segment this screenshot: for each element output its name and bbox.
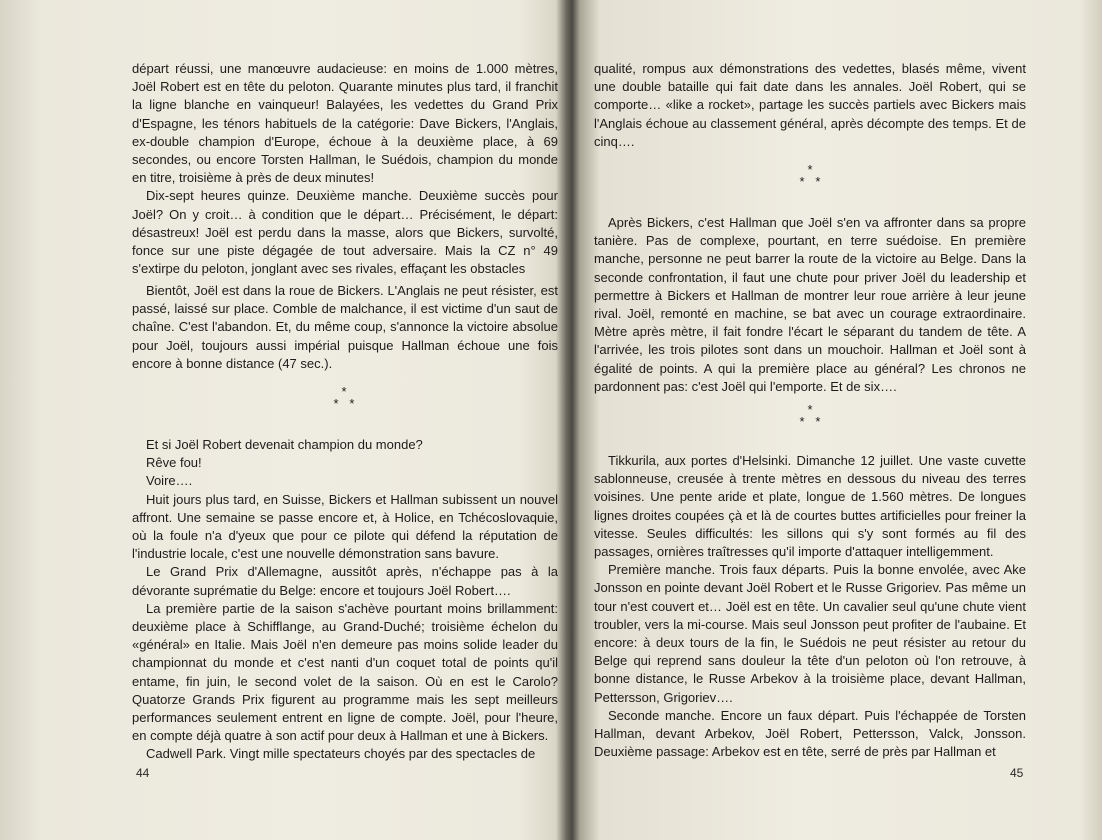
right-block-1 — [594, 60, 1026, 151]
right-block-3 — [594, 452, 1026, 761]
star-pair — [324, 398, 364, 410]
star: * — [349, 396, 355, 411]
paragraph: Dix-sept heures quinze. Deuxième manche. Deuxième succès pour Joël? On y croit… à condition que le départ… Précisément, le départ: désastreux! Joël est perdu dans la masse, alors que Bickers, survolté, fonce sur une piste dégagée de tout adversaire. Mais la CZ n° 49 s'extirpe du peloton, jonglant avec ses rivales, effaçant les obstacles — [132, 188, 558, 277]
paragraph: qualité, rompus aux démonstrations des vedettes, blasés même, vivent une double bataille qui fait date dans les annales. Joël Robert, qui se comporte… «like a rocket», partage les succès partiels avec Bickers mais l'Anglais échoue au classement général, après décompte des temps. Et de cinq…. — [594, 61, 1026, 149]
paragraph: Première manche. Trois faux départs. Puis la bonne envolée, avec Ake Jonsson en pointe devant Joël Robert et le Russe Grigoriev. Pas même un tour n'est couvert et… Joël est en tête. Un cavalier seul qu'une chute vient troubler, vers la mi-course. Mais seul Jonsson peut profiter de l'aubaine. Et encore: à deux tours de la fin, le Suédois ne peut résister au retour du Belge qui reprend sans douleur la tête d'un peloton où l'on retrouve, à bonne distance, le Russe Arbekov à la troisième place, devant Hallman, Pettersson, Grigoriev…. — [594, 562, 1026, 705]
star-pair — [790, 176, 830, 188]
paragraph: La première partie de la saison s'achève pourtant moins brillamment: deuxième place à Schifflange, au Grand-Duché; troisième échelon du «général» en Italie. Mais Joël n'en demeure pas moins solide leader du championnat du monde et c'est nanti d'un coquet total de points qu'il entame, fin juin, le second volet de la saison. Où en est le Carolo? Quatorze Grands Prix figurent au programme mais les sept meilleurs performances seulement entrent en ligne de compte. Joël, pour l'heure, en compte déjà quatre à son actif pour deux à Hallman et une à Bickers. — [132, 600, 558, 744]
paragraph: départ réussi, une manœuvre audacieuse: en moins de 1.000 mètres, Joël Robert est en tête du peloton. Quarante minutes plus tard, il franchit la ligne blanche en vainqueur! Balayées, les vedettes du Grand Prix d'Espagne, les ténors habituels de la catégorie: Dave Bickers, l'Anglais, ex-double champion d'Europe, échoue à la deuxième place, à 69 secondes, ou encore Torsten Hallman, le Suédois, champion du monde en titre, troisième à près de deux minutes! — [132, 61, 558, 186]
paragraph: Voire…. — [146, 473, 193, 489]
paragraph: Huit jours plus tard, en Suisse, Bickers et Hallman subissent un nouvel affront. Une semaine se passe encore et, à Holice, en Tchécoslovaquie, où la foule n'a d'yeux que pour ce pilote qui défend la réputation de l'industrie locale, c'est une nouvelle démonstration sans bavure. — [132, 491, 558, 562]
left-block-1 — [132, 60, 558, 278]
star: * — [815, 414, 821, 429]
paragraph: Cadwell Park. Vingt mille spectateurs choyés par des spectacles de — [146, 746, 536, 762]
star: * — [341, 384, 347, 399]
star: * — [333, 396, 339, 411]
left-block-2 — [132, 282, 558, 373]
section-separator — [790, 164, 830, 188]
paragraph: Bientôt, Joël est dans la roue de Bickers. L'Anglais ne peut résister, est passé, laissé sur place. Comble de malchance, il est victime d'un saut de chaîne. C'est l'abandon. Et, du même coup, s'annonce la victoire absolue pour Joël, toujours aussi impérial puisque Hallman échoue une fois encore à bonne distance (47 sec.). — [132, 283, 558, 371]
right-block-2 — [594, 214, 1026, 396]
star: * — [799, 414, 805, 429]
paragraph: Rêve fou! — [146, 455, 202, 471]
section-separator — [324, 386, 364, 410]
paragraph: Et si Joël Robert devenait champion du monde? — [146, 437, 423, 452]
paragraph: Tikkurila, aux portes d'Helsinki. Dimanche 12 juillet. Une vaste cuvette sablonneuse, creusée à trente mètres en dessous du niveau des terres voisines. Une pente aride et plate, longue de 1.560 mètres. De longues lignes droites coupées çà et là de courtes buttes artificielles pour freiner la vitesse. Seules difficultés: les sillons qui s'y sont formés au fil des passages, ornières traîtresses qu'il importe d'attaquer intelligemment. — [594, 453, 1026, 560]
star: * — [799, 174, 805, 189]
page-number: 44 — [136, 766, 150, 780]
paragraph: Seconde manche. Encore un faux départ. Puis l'échappée de Torsten Hallman, devant Arbekov, Joël Robert, Pettersson, Valck, Jonsson. Deuxième passage: Arbekov est en tête, serré de près par Hallman et — [594, 707, 1026, 760]
section-separator — [790, 404, 830, 428]
star: * — [807, 162, 813, 177]
page-number: 45 — [1010, 766, 1024, 780]
paragraph: Le Grand Prix d'Allemagne, aussitôt après, n'échappe pas à la dévorante suprématie du Belge: encore et toujours Joël Robert…. — [132, 564, 558, 598]
right-page — [574, 0, 1102, 840]
paragraph: Après Bickers, c'est Hallman que Joël s'en va affronter dans sa propre tanière. Pas de complexe, pourtant, en terre suédoise. En première manche, personne ne peut barrer la route de la victoire au Belge. Dans la seconde confrontation, il faut une chute pour priver Joël du leadership et permettre à Bickers et Hallman de montrer leur roue arrière à leur jeune rival. Joël, remonté en machine, se bat avec un courage extraordinaire. Mètre après mètre, il fait fondre l'écart le séparant du tandem de tête. A l'arrivée, les trois pilotes sont dans un mouchoir. Hallman et Joël sont à égalité de points. A qui la première place au général? Les chronos ne pardonnent pas: c'est Joël qui l'emporte. Et de six…. — [594, 215, 1026, 394]
star-pair — [790, 416, 830, 428]
star: * — [807, 402, 813, 417]
star: * — [815, 174, 821, 189]
left-block-3 — [132, 436, 558, 764]
